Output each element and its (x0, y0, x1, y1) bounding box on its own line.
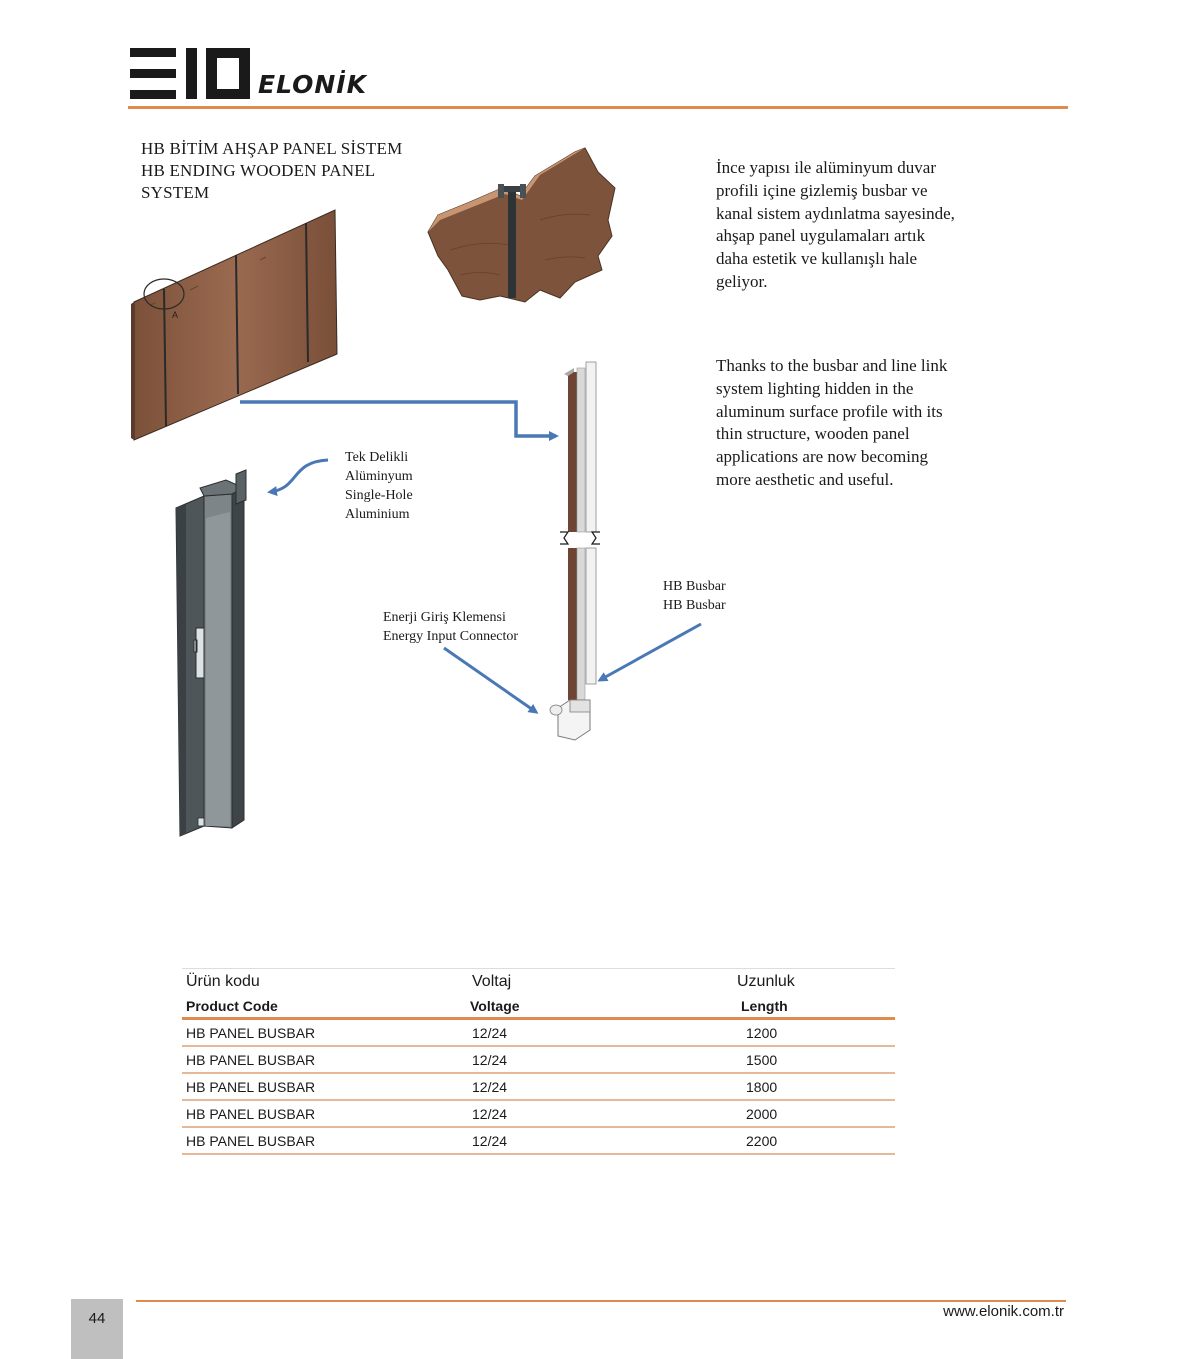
aluminium-profile (176, 470, 246, 836)
cell-voltage: 12/24 (468, 1100, 736, 1127)
header-product-code: Product Code (182, 994, 468, 1019)
cell-product-code: HB PANEL BUSBAR (182, 1019, 468, 1047)
table-header-row (182, 994, 895, 1019)
table-row (182, 1046, 895, 1073)
cell-length: 2000 (736, 1100, 895, 1127)
description-line: daha estetik ve kullanışlı hale (716, 249, 918, 269)
busbar-pointer-arrow (600, 624, 701, 680)
label-line: HB Busbar (663, 579, 726, 594)
flow-arrow (240, 402, 556, 436)
label-line: HB Busbar (663, 598, 726, 613)
label-line: Single-Hole (345, 488, 413, 503)
header-length: Length (736, 994, 895, 1019)
table-row (182, 1100, 895, 1127)
title-line-tr: HB BİTİM AHŞAP PANEL SİSTEM (141, 139, 403, 158)
page-number-box (71, 1299, 123, 1359)
description-line: geliyor. (716, 271, 768, 291)
cell-voltage: 12/24 (468, 1019, 736, 1047)
cell-voltage: 12/24 (468, 1046, 736, 1073)
detail-closeup (428, 148, 615, 302)
description-line: ahşap panel uygulamaları artık (716, 226, 926, 246)
title-line-en-2: SYSTEM (141, 183, 210, 202)
description-line: İnce yapısı ile alüminyum duvar (716, 158, 936, 177)
cell-length: 1200 (736, 1019, 895, 1047)
connector-pointer-arrow (444, 648, 536, 712)
cell-voltage: 12/24 (468, 1127, 736, 1154)
cell-length: 1500 (736, 1046, 895, 1073)
cell-product-code: HB PANEL BUSBAR (182, 1127, 468, 1154)
description-line: system lighting hidden in the (716, 378, 914, 398)
description-line: applications are now becoming (716, 447, 928, 467)
label-line: Enerji Giriş Klemensi (383, 610, 506, 625)
label-line: Tek Delikli (345, 450, 409, 465)
connector-label (383, 608, 518, 646)
header-length-tr: Uzunluk (736, 969, 895, 995)
cell-length: 2200 (736, 1127, 895, 1154)
product-spec-table (182, 968, 895, 1155)
label-line: Aluminium (345, 507, 410, 522)
header-product-code-tr: Ürün kodu (182, 969, 468, 995)
table-row (182, 1019, 895, 1047)
header-voltage: Voltage (468, 994, 736, 1019)
cell-product-code: HB PANEL BUSBAR (182, 1100, 468, 1127)
logo-text: ELONİK (258, 70, 367, 99)
description-line: Thanks to the busbar and line link (716, 356, 948, 375)
cell-length: 1800 (736, 1073, 895, 1100)
cell-voltage: 12/24 (468, 1073, 736, 1100)
detail-marker: A (172, 310, 179, 320)
cell-product-code: HB PANEL BUSBAR (182, 1073, 468, 1100)
label-line: Alüminyum (345, 469, 413, 484)
table-row (182, 1127, 895, 1154)
table-header-row (182, 969, 895, 995)
title-line-en: HB ENDING WOODEN PANEL (141, 161, 376, 180)
energy-connector (550, 700, 590, 740)
description-line: kanal sistem aydınlatma sayesinde, (716, 203, 955, 223)
header-voltage-tr: Voltaj (468, 969, 736, 995)
busbar-label (663, 577, 726, 615)
profile-pointer-arrow (270, 460, 328, 492)
profile-label (345, 448, 413, 524)
cell-product-code: HB PANEL BUSBAR (182, 1046, 468, 1073)
wooden-panel-wall (131, 210, 337, 440)
table-row (182, 1073, 895, 1100)
description-line: profili içine gizlemiş busbar ve (716, 180, 928, 200)
description-line: more aesthetic and useful. (716, 469, 894, 489)
description-line: aluminum surface profile with its (716, 401, 943, 421)
page-number: 44 (88, 1310, 106, 1327)
footer-rule (136, 1300, 1066, 1302)
footer-website: www.elonik.com.tr (943, 1303, 1064, 1320)
description-tr (716, 157, 1016, 294)
description-en (716, 355, 1016, 492)
description-line: thin structure, wooden panel (716, 424, 910, 444)
label-line: Energy Input Connector (383, 629, 519, 644)
busbar-assembly (550, 362, 600, 740)
